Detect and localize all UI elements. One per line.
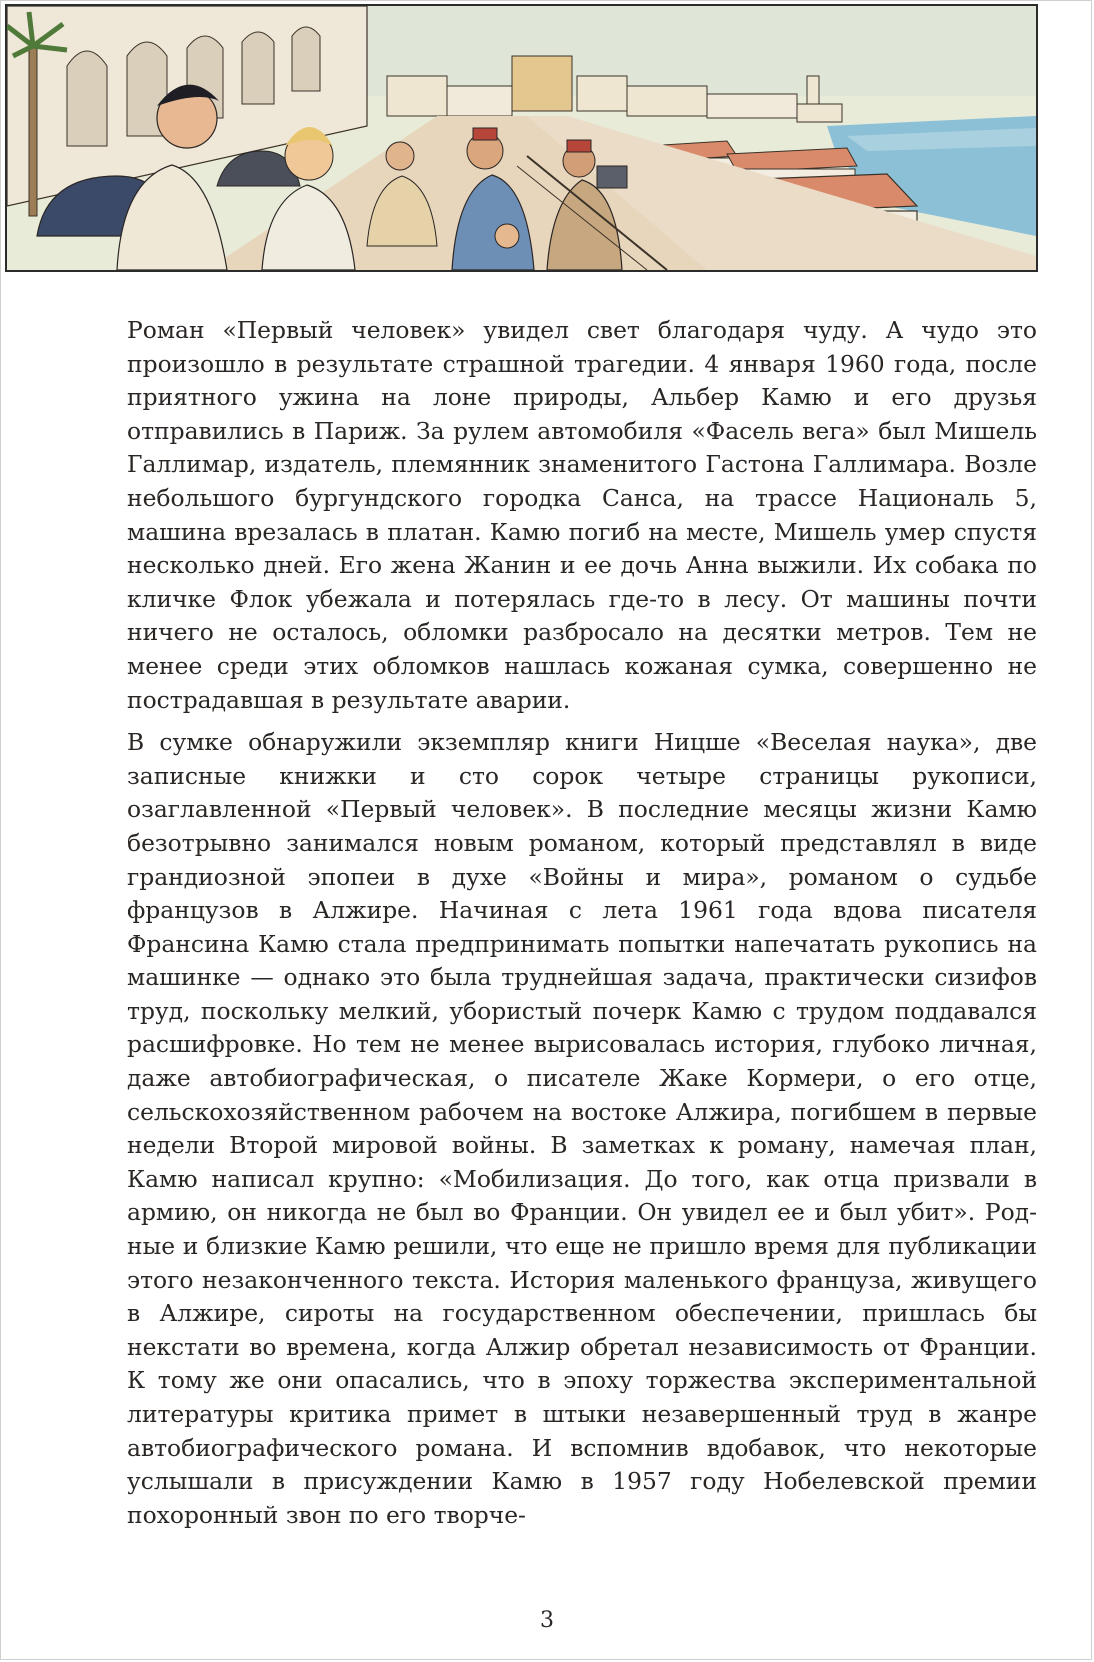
page-number: 3 bbox=[540, 1608, 554, 1633]
paragraph-2: В сумке обнаружили экземпляр книги Ницше «Веселая наука», две записные книжки и сто сорок четыре страницы рукописи, озаглавленной «Первый человек». В последние месяцы жизни Камю безотрывно занимался новым романом, который представлял в виде грандиозной эпопеи в духе «Войны и мира», романом о судьбе французов в Алжире. Начиная с лета 1961 года вдова писателя Франсина Камю стала предпринимать попытки напечатать рукопись на машинке — однако это была труднейшая задача, практически сизифов труд, поскольку мелкий, убористый почерк Камю с трудом поддавался расшифровке. Но тем не менее вырисовалась история, глубоко личная, даже автобиографическая, о писателе Жаке Кормери, о его отце, сельскохозяйственном рабочем на востоке Алжира, погибшем в первые недели Второй мировой войны. В заметках к роману, намечая план, Камю написал крупно: «Мобилизация. До того, как отца призвали в армию, он никогда не был во Франции. Он увидел ее и был убит». Родные и близкие Камю решили, что еще не пришло время для публикации этого незаконченного текста. История маленького француза, живущего в Алжире, сироты на государственном обеспечении, пришлась бы некстати во времена, когда Алжир обретал независимость от Франции. К тому же они опасались, что в эпоху торжества экспериментальной литературы критика примет в штыки незавершенный труд в жанре автобиографического романа. И вспомнив вдобавок, что некоторые услышали в присуждении Камю в 1957 году Нобелевской премии похоронный звон по его творче- bbox=[127, 728, 1037, 1529]
article-body bbox=[127, 314, 1037, 1541]
illustration-drawing bbox=[7, 6, 1036, 270]
city-promenade-illustration bbox=[5, 4, 1038, 272]
paragraph-1: Роман «Первый человек» увидел свет благодаря чуду. А чудо это произошло в результате страшной трагедии. 4 января 1960 года, после приятного ужина на лоне природы, Альбер Камю и его друзья отправились в Париж. За рулем автомобиля «Фасель вега» был Мишель Галлимар, издатель, племянник знаменитого Гастона Галлимара. Возле небольшого бургундского городка Санса, на трассе Националь 5, машина врезалась в платан. Камю погиб на месте, Мишель умер спустя несколько дней. Его жена Жанин и ее дочь Анна выжили. Их собака по кличке Флок убежала и потерялась где-то в лесу. От машины почти ничего не осталось, обломки разбросало на десятки метров. Тем не менее среди этих обломков нашлась кожаная сумка, совершенно не пострадавшая в результате аварии. bbox=[127, 316, 1037, 714]
